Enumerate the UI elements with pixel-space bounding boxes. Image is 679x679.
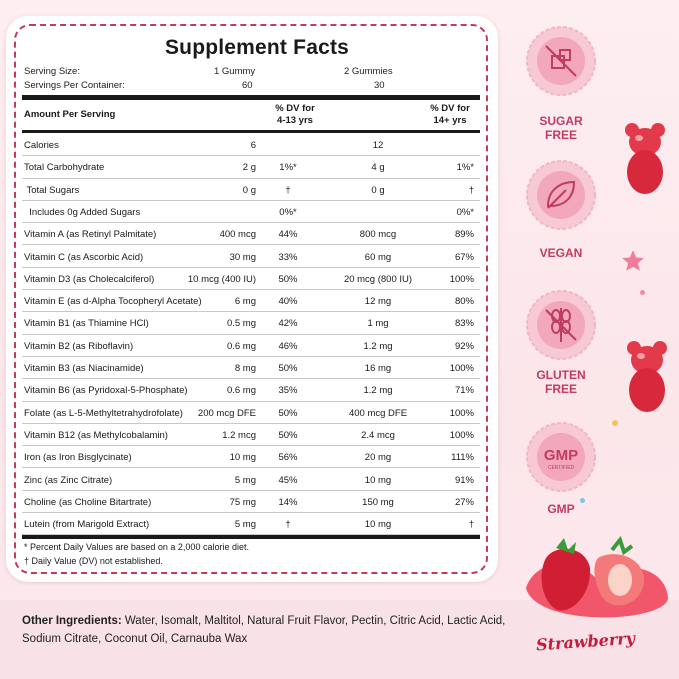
dv-kids-line2: 4-13 yrs <box>277 115 313 126</box>
ingredients-text: Water, Isomalt, Maltitol, Natural Fruit Flavor, Pectin, Citric Acid, Lactic Acid, Sodium Citrate, Coconut Oil, Carnauba Wax <box>22 615 506 645</box>
gluten-free-label <box>516 368 606 396</box>
facts-title: Supplement Facts <box>164 36 350 59</box>
table-row <box>22 446 480 468</box>
cell-name: Vitamin B12 (as Methylcobalamin) <box>24 429 168 441</box>
table-row <box>22 156 480 178</box>
cell-d2: † <box>468 184 474 196</box>
sugar-free-badge <box>526 26 596 96</box>
cell-a1: 10 mg <box>229 452 256 464</box>
cell-a1: 1.2 mcg <box>222 429 256 441</box>
star-icon <box>620 248 646 274</box>
sugar-free-label-2: FREE <box>544 128 577 142</box>
cell-d1: 50% <box>278 429 298 441</box>
ingredients-label: Other Ingredients: <box>22 615 122 627</box>
strawberry-splash-icon <box>516 528 676 638</box>
cell-d1: 40% <box>278 296 298 308</box>
cell-name: Vitamin E (as d-Alpha Tocopheryl Acetate) <box>24 296 202 308</box>
gummy-bear-icon <box>622 120 668 200</box>
cell-a1: 6 mg <box>234 296 256 308</box>
cell-a1: 6 <box>250 140 256 151</box>
table-row <box>22 290 480 312</box>
cell-name: Choline (as Choline Bitartrate) <box>24 496 152 508</box>
cell-a2: 12 mg <box>364 296 392 308</box>
cell-d1: † <box>285 519 291 531</box>
cell-name: Zinc (as Zinc Citrate) <box>24 474 113 486</box>
gluten-free-badge <box>526 290 596 360</box>
cell-name: Calories <box>24 140 59 151</box>
decor-dot <box>612 420 618 426</box>
serving-size-row <box>24 66 480 78</box>
cell-a2: 16 mg <box>364 363 392 374</box>
cell-name: Vitamin B3 (as Niacinamide) <box>24 363 144 374</box>
cell-a1: 0.6 mg <box>226 385 256 397</box>
cell-d1: 14% <box>278 496 298 508</box>
cell-a2: 1.2 mg <box>363 340 393 352</box>
cell-name: Vitamin B6 (as Pyridoxal-5-Phosphate) <box>24 385 188 397</box>
cell-name: Iron (as Iron Bisglycinate) <box>24 452 132 464</box>
serving-size-2: 2 Gummies <box>344 66 393 77</box>
gmp-badge <box>526 422 596 492</box>
table-row <box>22 379 480 401</box>
gmp-label: GMP <box>547 502 575 516</box>
cell-a1: 75 mg <box>229 496 256 508</box>
cell-d1: 45% <box>278 474 298 486</box>
cell-name: Lutein (from Marigold Extract) <box>24 519 150 531</box>
cell-d2: 111% <box>451 452 474 464</box>
vegan-badge <box>526 160 596 230</box>
gluten-free-label-2: FREE <box>544 382 577 396</box>
table-row <box>22 402 480 424</box>
cell-name: Folate (as L-5-Methyltetrahydrofolate) <box>24 407 183 419</box>
table-row <box>22 335 480 357</box>
cell-d2: 80% <box>454 296 474 308</box>
cell-a2: 800 mcg <box>359 229 397 241</box>
cell-d2: 91% <box>454 474 474 486</box>
cell-a1: 8 mg <box>234 363 256 374</box>
cell-a1: 0.6 mg <box>226 340 256 352</box>
gmp-seal-text: GMP <box>543 447 579 464</box>
table-row <box>22 201 480 223</box>
cell-a2: 10 mg <box>364 519 392 531</box>
cell-d1: † <box>285 184 291 196</box>
cell-d2: 92% <box>454 340 474 352</box>
cell-a1: 2 g <box>242 162 256 174</box>
cell-a1: 200 mcg DFE <box>197 407 256 419</box>
table-row <box>22 357 480 379</box>
cell-a2: 2.4 mcg <box>361 429 395 441</box>
flavor-logo: Strawberry <box>535 628 636 655</box>
bottom-rule <box>22 535 480 539</box>
table-row <box>22 424 480 446</box>
footnote-dagger: † Daily Value (DV) not established. <box>24 556 163 566</box>
dv-adults-line2: 14+ yrs <box>433 115 467 126</box>
cell-d2: 1%* <box>456 162 474 174</box>
gluten-free-label-1: GLUTEN <box>536 368 586 382</box>
cell-d2: 83% <box>454 318 474 330</box>
table-row <box>22 268 480 290</box>
medium-rule <box>22 130 480 133</box>
cell-name: Includes 0g Added Sugars <box>24 206 141 218</box>
cell-a2: 4 g <box>371 162 385 174</box>
table-row <box>22 312 480 334</box>
dv-adults-header <box>420 103 480 127</box>
table-row <box>22 179 480 201</box>
serving-size-1: 1 Gummy <box>214 66 256 77</box>
table-row <box>22 246 480 268</box>
cell-a2: 12 <box>372 140 384 151</box>
cell-d1: 46% <box>278 340 298 352</box>
cell-d1: 50% <box>278 273 298 285</box>
cell-name: Vitamin B2 (as Riboflavin) <box>24 340 134 352</box>
cell-d1: 50% <box>278 407 298 419</box>
cell-d1: 50% <box>278 363 298 374</box>
sugar-free-label <box>516 114 606 142</box>
amount-per-serving-label: Amount Per Serving <box>24 109 116 120</box>
cell-name: Vitamin A (as Retinyl Palmitate) <box>24 229 157 241</box>
cell-d2: 0%* <box>456 206 474 218</box>
cell-d1: 42% <box>278 318 298 330</box>
table-row <box>22 469 480 491</box>
cell-a2: 20 mcg (800 IU) <box>343 273 413 285</box>
cell-name: Total Carbohydrate <box>24 162 105 174</box>
footnote-percent: * Percent Daily Values are based on a 2,000 calorie diet. <box>24 542 249 552</box>
cell-d2: 100% <box>449 363 474 374</box>
servings-container-1: 60 <box>242 80 253 91</box>
gummy-bear-icon <box>624 338 670 418</box>
cell-d2: 100% <box>449 407 474 419</box>
column-header <box>24 102 480 130</box>
decor-dot <box>640 290 645 295</box>
other-ingredients <box>22 612 512 648</box>
dv-adults-line1: % DV for <box>430 103 470 114</box>
cell-a2: 1 mg <box>367 318 389 330</box>
cell-d1: 44% <box>278 229 298 241</box>
cell-d2: 100% <box>449 429 474 441</box>
cell-a2: 60 mg <box>364 251 392 263</box>
cell-a1: 5 mg <box>234 474 256 486</box>
servings-container-label: Servings Per Container: <box>24 80 125 91</box>
cell-d1: 0%* <box>279 206 297 218</box>
serving-size-label: Serving Size: <box>24 66 80 77</box>
table-row <box>22 223 480 245</box>
dv-kids-line1: % DV for <box>275 103 315 114</box>
sugar-free-label-1: SUGAR <box>539 114 583 128</box>
cell-a1: 10 mcg (400 IU) <box>187 273 256 285</box>
cell-d1: 56% <box>278 452 298 464</box>
servings-container-2: 30 <box>374 80 385 91</box>
cell-d2: 89% <box>454 229 474 241</box>
thick-rule <box>22 95 480 100</box>
cell-name: Vitamin C (as Ascorbic Acid) <box>24 251 144 263</box>
cell-d1: 35% <box>278 385 298 397</box>
cell-a2: 20 mg <box>364 452 392 464</box>
table-row <box>22 513 480 535</box>
gmp-seal-sub: CERTIFIED <box>547 465 575 471</box>
cell-a2: 400 mcg DFE <box>348 407 408 419</box>
table-row <box>22 491 480 513</box>
cell-d1: 1%* <box>279 162 297 174</box>
cell-a1: 5 mg <box>234 519 256 531</box>
cell-a1: 0 g <box>242 184 256 196</box>
cell-name: Total Sugars <box>24 184 80 196</box>
cell-a1: 400 mcg <box>219 229 256 241</box>
cell-name: Vitamin D3 (as Cholecalciferol) <box>24 273 155 285</box>
cell-a1: 0.5 mg <box>226 318 256 330</box>
vegan-label: VEGAN <box>539 246 583 260</box>
cell-d2: 67% <box>454 251 474 263</box>
servings-container-row <box>24 80 480 92</box>
cell-a2: 1.2 mg <box>363 385 393 397</box>
cell-d2: 100% <box>449 273 474 285</box>
cell-a2: 0 g <box>371 184 385 196</box>
cell-d2: 71% <box>454 385 474 397</box>
dv-kids-header <box>256 103 334 127</box>
cell-a1: 30 mg <box>229 251 256 263</box>
cell-d2: † <box>468 519 474 531</box>
cell-a2: 10 mg <box>364 474 392 486</box>
cell-a2: 150 mg <box>362 496 394 508</box>
cell-d1: 33% <box>278 251 298 263</box>
cell-d2: 27% <box>454 496 474 508</box>
cell-name: Vitamin B1 (as Thiamine HCl) <box>24 318 149 330</box>
table-row <box>22 134 480 156</box>
